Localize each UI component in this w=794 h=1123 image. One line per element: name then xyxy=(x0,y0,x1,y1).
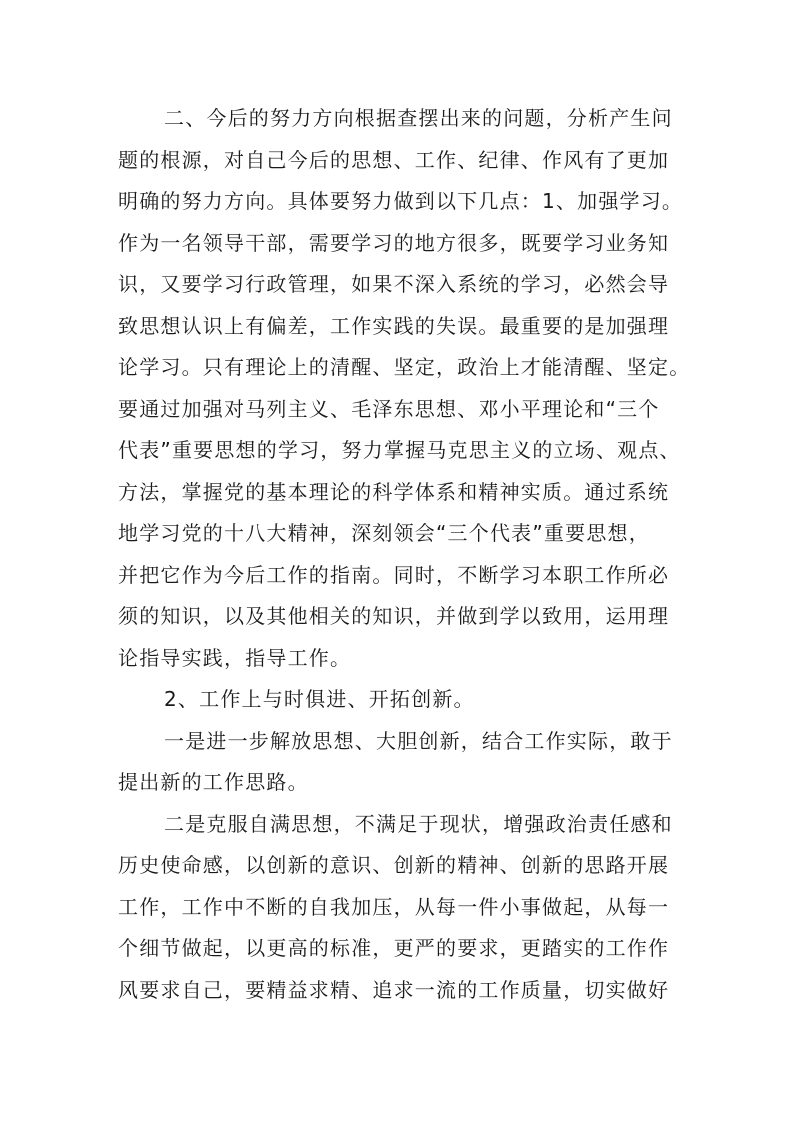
paragraph-line: 并把它作为今后工作的指南。同时，不断学习本职工作所必 xyxy=(118,562,670,587)
paragraph-line: 题的根源，对自己今后的思想、工作、纪律、作风有了更加 xyxy=(118,147,670,172)
paragraph-line: 作为一名领导干部，需要学习的地方很多，既要学习业务知 xyxy=(118,230,670,255)
paragraph-line: 提出新的工作思路。 xyxy=(118,770,309,794)
paragraph-line: 个细节做起，以更高的标准，更严的要求，更踏实的工作作 xyxy=(118,936,670,960)
paragraph-line: 二是克服自满思想，不满足于现状，增强政治责任感和 xyxy=(164,811,673,836)
paragraph-line: 二、今后的努力方向根据查摆出来的问题，分析产生问 xyxy=(164,106,673,130)
paragraph-line: 风要求自己，要精益求精、追求一流的工作质量，切实做好 xyxy=(118,977,670,1002)
paragraph-line: 明确的努力方向。具体要努力做到以下几点：1、加强学习。 xyxy=(118,189,684,213)
paragraph-line: 方法，掌握党的基本理论的科学体系和精神实质。通过系统 xyxy=(118,479,670,504)
paragraph-line: 代表”重要思想的学习，努力掌握马克思主义的立场、观点、 xyxy=(118,438,681,462)
paragraph-line: 地学习党的十八大精神，深刻领会“三个代表”重要思想， xyxy=(118,521,650,545)
body-text xyxy=(118,98,691,1011)
paragraph-line: 识，又要学习行政管理，如果不深入系统的学习，必然会导 xyxy=(118,272,670,296)
paragraph-line: 论指导实践，指导工作。 xyxy=(118,645,352,670)
paragraph-line: 要通过加强对马列主义、毛泽东思想、邓小平理论和“三个 xyxy=(118,396,660,421)
paragraph-line: 致思想认识上有偏差，工作实践的失误。最重要的是加强理 xyxy=(118,313,670,338)
paragraph-line: 2、工作上与时俱进、开拓创新。 xyxy=(164,687,475,711)
paragraph-line: 工作，工作中不断的自我加压，从每一件小事做起，从每一 xyxy=(118,894,670,919)
paragraph-line: 一是进一步解放思想、大胆创新，结合工作实际，敢于 xyxy=(164,728,673,753)
paragraph-line: 须的知识，以及其他相关的知识，并做到学以致用，运用理 xyxy=(118,604,670,628)
paragraph-line: 历史使命感，以创新的意识、创新的精神、创新的思路开展 xyxy=(118,853,670,877)
paragraph-line: 论学习。只有理论上的清醒、坚定，政治上才能清醒、坚定。 xyxy=(118,355,691,379)
